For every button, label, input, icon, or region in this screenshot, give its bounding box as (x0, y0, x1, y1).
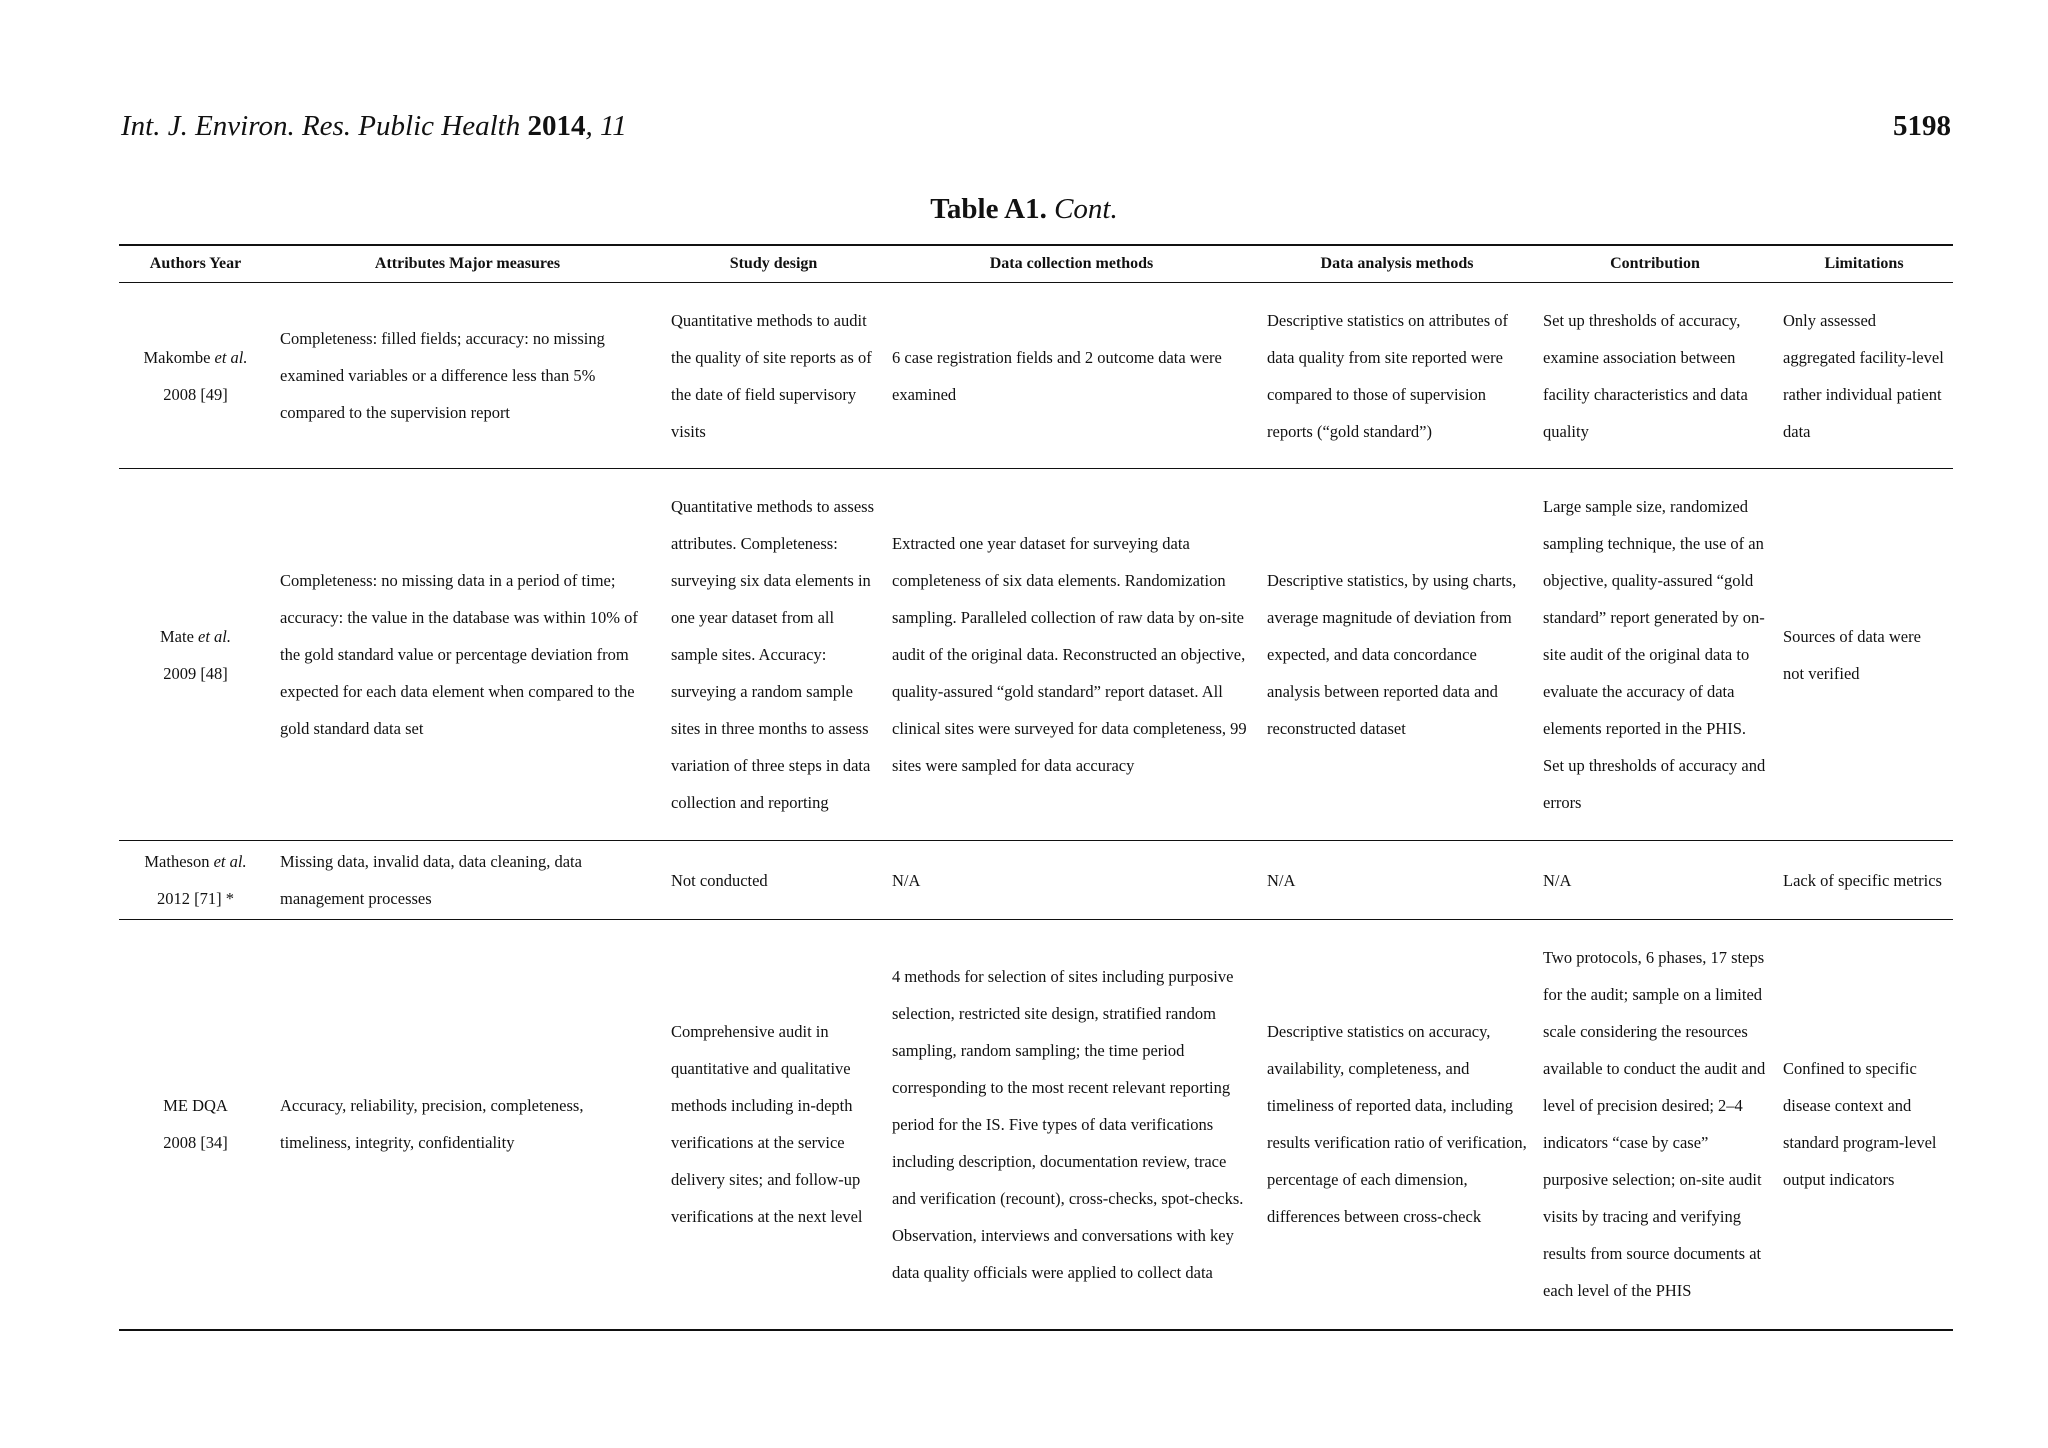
author-name: Matheson (144, 852, 214, 871)
table-row (119, 920, 1953, 1330)
page-number: 5198 (1893, 110, 1951, 142)
author-etal: et al. (198, 626, 232, 646)
table-row (119, 841, 1953, 920)
cell-attributes: Accuracy, reliability, precision, completeness, timeliness, integrity, confidentiality (272, 920, 663, 1330)
cell-study-design: Quantitative methods to audit the quality of site reports as of the date of field supervisory visits (663, 283, 884, 469)
cell-limitations: Sources of data were not verified (1775, 469, 1953, 841)
cell-limitations: Only assessed aggregated facility-level rather individual patient data (1775, 283, 1953, 469)
cell-attributes: Completeness: no missing data in a period of time; accuracy: the value in the database was within 10% of the gold standard value or percentage deviation from expected for each data element when compared to the gold standard data set (272, 469, 663, 841)
table-header-row (119, 245, 1953, 283)
col-header-collection: Data collection methods (884, 245, 1259, 283)
cell-collection: 6 case registration fields and 2 outcome data were examined (884, 283, 1259, 469)
cell-study-design: Quantitative methods to assess attributes. Completeness: surveying six data elements in one year dataset from all sample sites. Accuracy: surveying a random sample sites in three months to assess variation of three steps in data collection and reporting (663, 469, 884, 841)
cell-author (119, 283, 272, 469)
cell-attributes: Completeness: filled fields; accuracy: no missing examined variables or a difference less than 5% compared to the supervision report (272, 283, 663, 469)
author-etal: et al. (213, 852, 247, 871)
author-name: Mate (159, 626, 199, 646)
cell-collection: N/A (884, 841, 1259, 920)
col-header-contribution: Contribution (1535, 245, 1775, 283)
cell-analysis: N/A (1259, 841, 1535, 920)
cell-contribution: Large sample size, randomized sampling technique, the use of an objective, quality-assured “gold standard” report generated by on-site audit of the original data to evaluate the accuracy of data elements reported in the PHIS. Set up thresholds of accuracy and errors (1535, 469, 1775, 841)
cell-analysis: Descriptive statistics, by using charts, average magnitude of deviation from expected, and data concordance analysis between reported data and reconstructed dataset (1259, 469, 1535, 841)
journal-year: 2014 (527, 110, 586, 142)
page-header (121, 110, 1951, 150)
cell-attributes: Missing data, invalid data, data cleaning, data management processes (272, 841, 663, 920)
cell-study-design: Not conducted (663, 841, 884, 920)
cell-study-design: Comprehensive audit in quantitative and qualitative methods including in-depth verifications at the service delivery sites; and follow-up verifications at the next level (663, 920, 884, 1330)
col-header-analysis: Data analysis methods (1259, 245, 1535, 283)
author-etal: et al. (214, 347, 248, 367)
cell-collection: 4 methods for selection of sites including purposive selection, restricted site design, stratified random sampling, random sampling; the time period corresponding to the most recent relevant reporting period for the IS. Five types of data verifications including description, documentation review, trace and verification (recount), cross-checks, spot-checks. Observation, interviews and conversations with key data quality officials were applied to collect data (884, 920, 1259, 1330)
cell-contribution: Two protocols, 6 phases, 17 steps for the audit; sample on a limited scale considering the resources available to conduct the audit and level of precision desired; 2–4 indicators “case by case” purposive selection; on-site audit visits by tracing and verifying results from source documents at each level of the PHIS (1535, 920, 1775, 1330)
author-year: 2012 [71] * (157, 889, 234, 908)
cell-analysis: Descriptive statistics on attributes of data quality from site reported were compared to those of supervision reports (“gold standard”) (1259, 283, 1535, 469)
table-row (119, 283, 1953, 469)
author-year: 2008 [34] (163, 1133, 228, 1153)
journal-name: Int. J. Environ. Res. Public Health (121, 110, 521, 142)
cell-collection: Extracted one year dataset for surveying data completeness of six data elements. Randomization sampling. Paralleled collection of raw data by on-site audit of the original data. Reconstructed an objective, quality-assured “gold standard” report dataset. All clinical sites were surveyed for data completeness, 99 sites were sampled for data accuracy (884, 469, 1259, 841)
table-row (119, 469, 1953, 841)
cell-limitations: Lack of specific metrics (1775, 841, 1953, 920)
cell-analysis: Descriptive statistics on accuracy, availability, completeness, and timeliness of reported data, including results verification ratio of verification, percentage of each dimension, differences between cross-check (1259, 920, 1535, 1330)
cell-contribution: N/A (1535, 841, 1775, 920)
col-header-authors: Authors Year (119, 245, 272, 283)
cell-contribution: Set up thresholds of accuracy, examine association between facility characteristics and data quality (1535, 283, 1775, 469)
cell-author (119, 841, 272, 920)
caption-cont: Cont. (1054, 193, 1118, 225)
table-caption (0, 193, 2048, 226)
data-quality-table (119, 244, 1953, 1331)
author-year: 2008 [49] (163, 384, 228, 404)
journal-volume: 11 (599, 110, 627, 142)
author-year: 2009 [48] (163, 663, 228, 683)
col-header-attributes: Attributes Major measures (272, 245, 663, 283)
col-header-limitations: Limitations (1775, 245, 1953, 283)
caption-label: Table A1. (930, 193, 1047, 225)
journal-citation (121, 110, 627, 143)
cell-author (119, 469, 272, 841)
cell-author (119, 920, 272, 1330)
col-header-study-design: Study design (663, 245, 884, 283)
author-name: ME DQA (163, 1096, 228, 1116)
author-name: Makombe (143, 347, 215, 367)
cell-limitations: Confined to specific disease context and standard program-level output indicators (1775, 920, 1953, 1330)
volume-separator: , (585, 110, 600, 142)
